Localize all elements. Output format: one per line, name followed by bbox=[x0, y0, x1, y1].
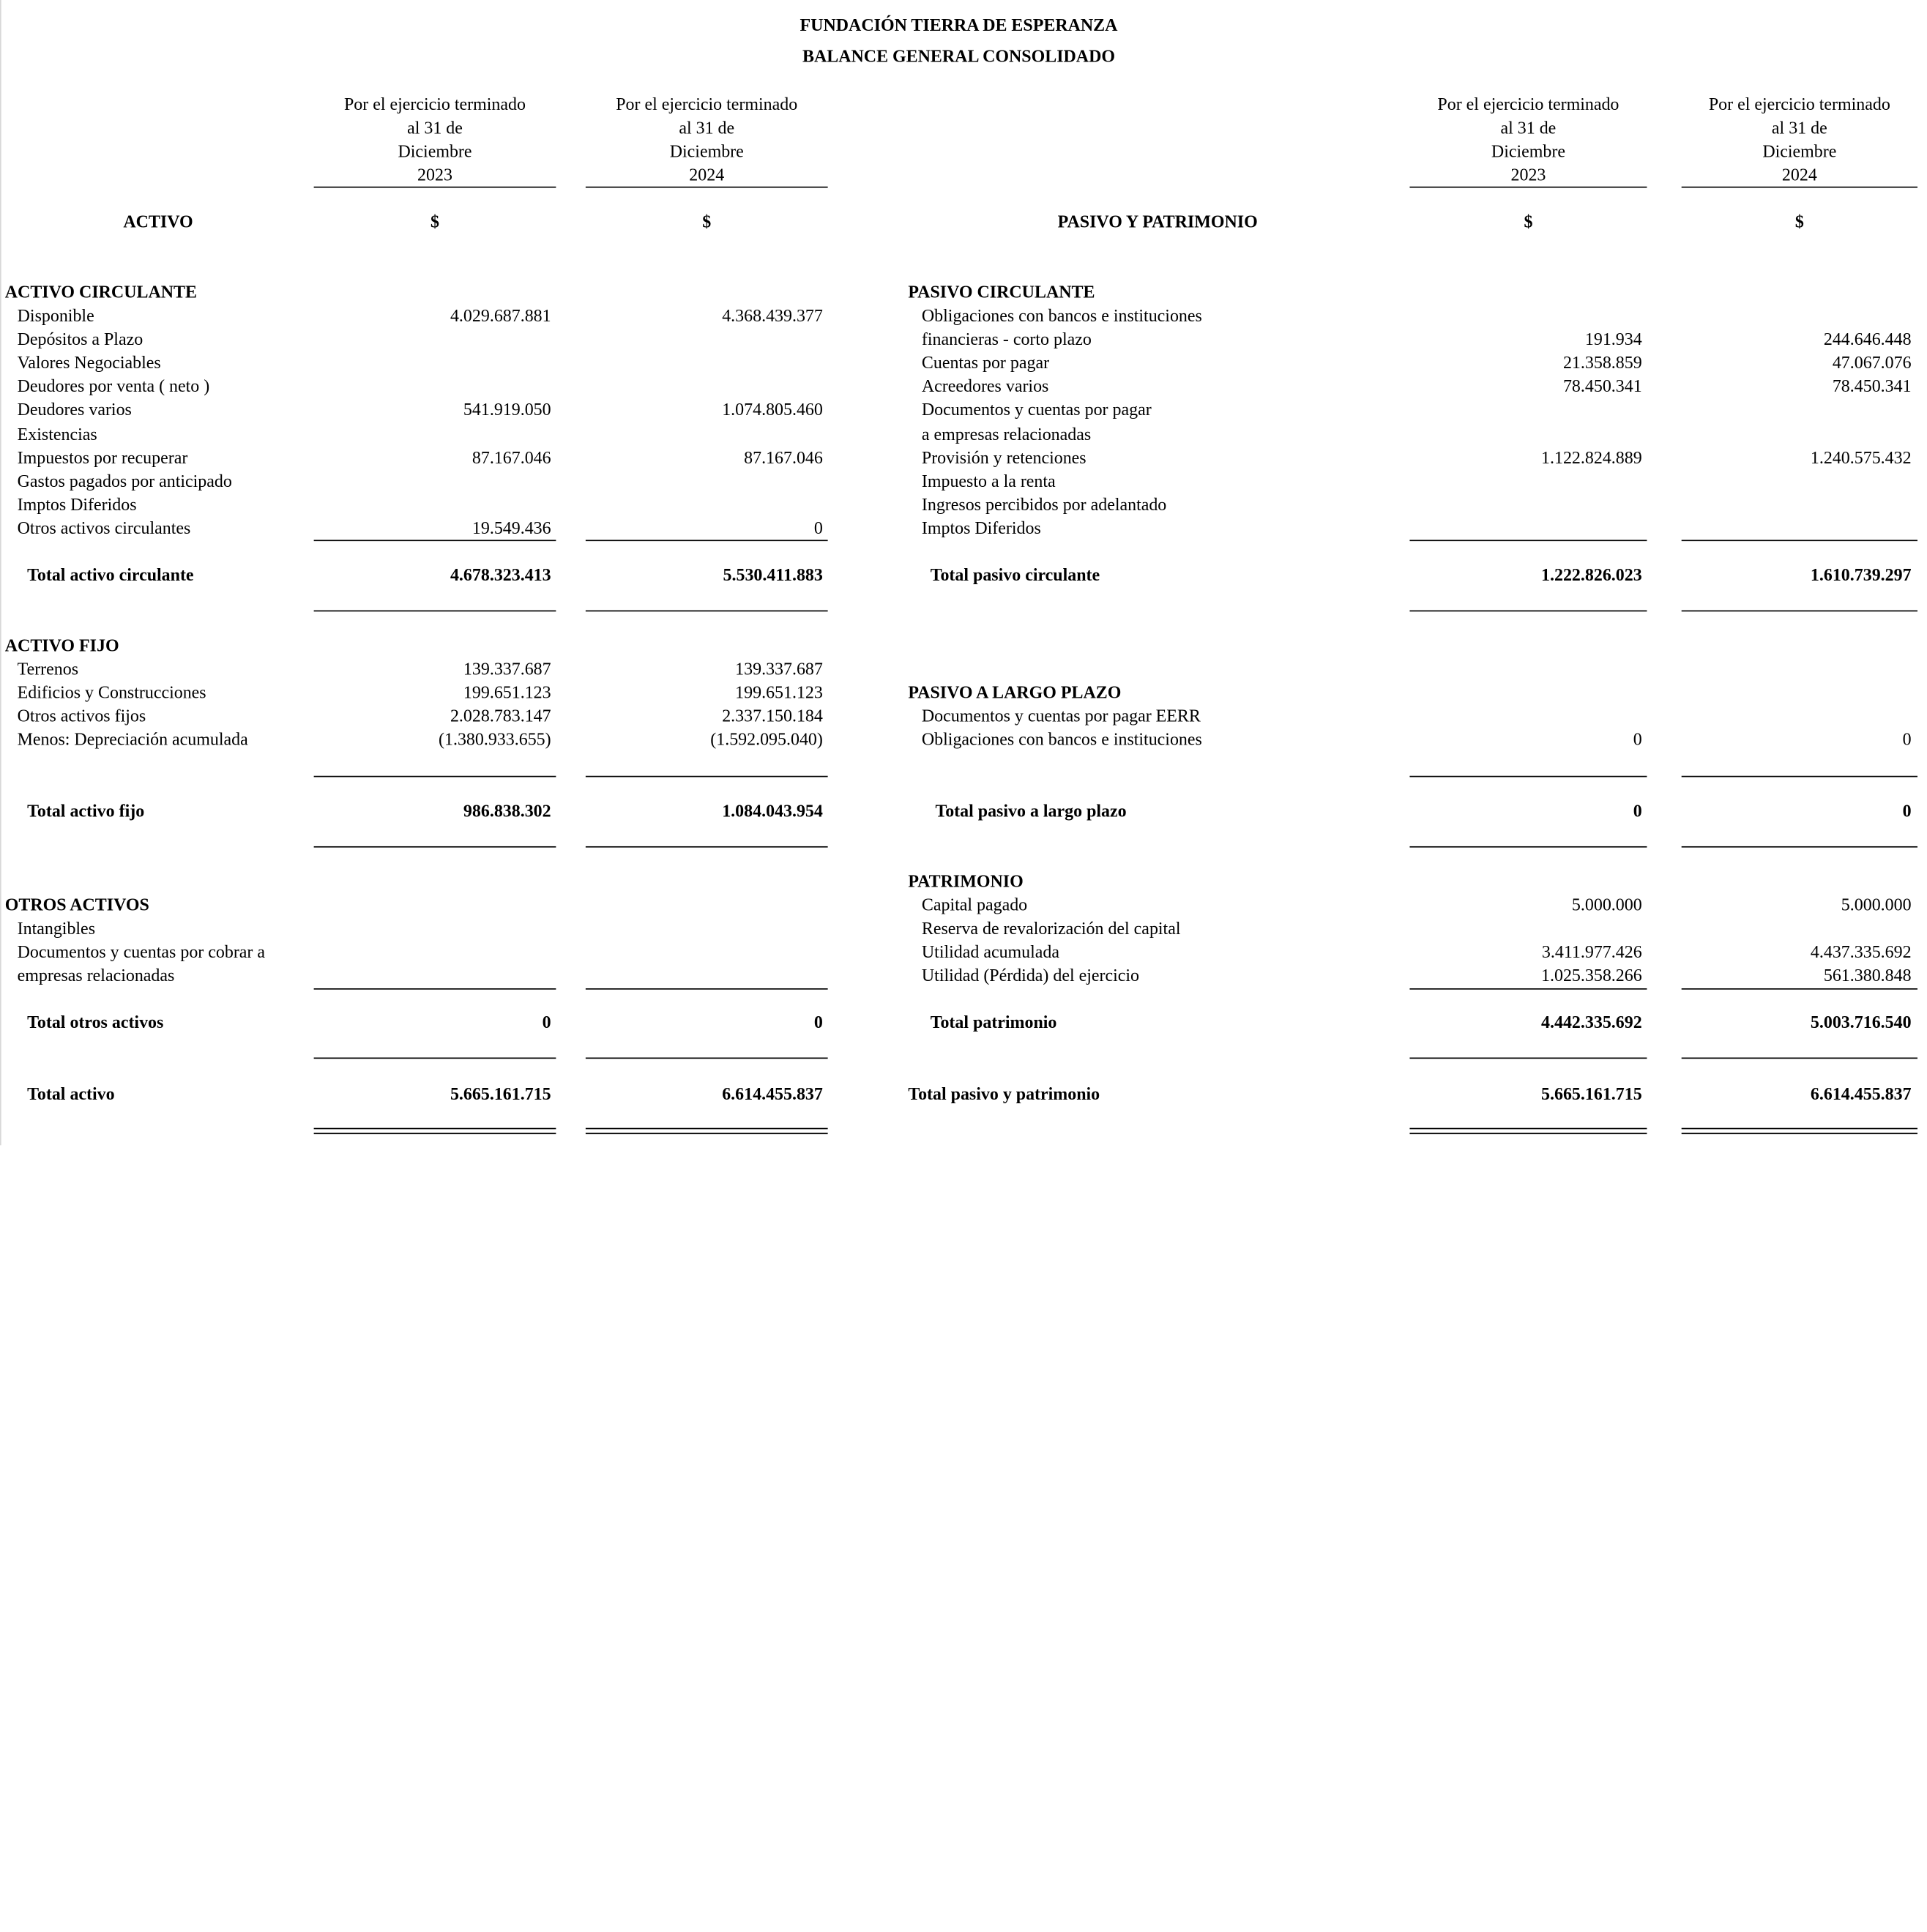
subtotal-line bbox=[586, 988, 828, 990]
line-item-value-2023: 0 bbox=[1633, 730, 1642, 750]
subtotal-line bbox=[314, 776, 556, 777]
total-line bbox=[314, 611, 556, 612]
total-line bbox=[586, 611, 828, 612]
line-item-label: Obligaciones con bancos e instituciones bbox=[921, 730, 1202, 750]
currency-symbol: $ bbox=[430, 212, 439, 233]
line-item-label: Edificios y Construcciones bbox=[17, 683, 206, 704]
total-value-2023: 0 bbox=[542, 1012, 551, 1033]
line-item-label: Imptos Diferidos bbox=[17, 495, 137, 515]
header-underline bbox=[1409, 187, 1647, 188]
line-item-label: a empresas relacionadas bbox=[921, 424, 1092, 444]
line-item-value-2024: 139.337.687 bbox=[735, 660, 823, 680]
header-underline bbox=[586, 187, 828, 188]
currency-symbol: $ bbox=[1524, 212, 1533, 233]
subtotal-line bbox=[1409, 540, 1647, 541]
line-item-label: Impuestos por recuperar bbox=[17, 447, 188, 468]
total-value-2024: 1.084.043.954 bbox=[722, 802, 823, 822]
total-value-2024: 5.530.411.883 bbox=[723, 565, 823, 586]
total-line bbox=[1682, 1058, 1917, 1059]
line-item-value-2023: 541.919.050 bbox=[463, 400, 551, 421]
line-item-value-2023: 3.411.977.426 bbox=[1541, 942, 1642, 963]
total-value-2023: 986.838.302 bbox=[463, 802, 551, 822]
line-item-label: Disponible bbox=[17, 306, 94, 327]
line-item-label: Intangibles bbox=[17, 919, 96, 939]
total-line bbox=[314, 1058, 556, 1059]
line-item-value-2023: 19.549.436 bbox=[471, 518, 551, 539]
subtotal-line bbox=[1682, 988, 1917, 990]
subtotal-line bbox=[1682, 540, 1917, 541]
line-item-value-2024: 87.167.046 bbox=[744, 447, 823, 468]
double-underline bbox=[586, 1128, 828, 1134]
line-item-label: Otros activos fijos bbox=[17, 706, 146, 727]
subtotal-line bbox=[586, 776, 828, 777]
double-underline bbox=[1409, 1128, 1647, 1134]
section-heading-pasivo-largo-plazo: PASIVO A LARGO PLAZO bbox=[908, 683, 1122, 704]
total-line bbox=[586, 846, 828, 848]
total-line bbox=[314, 846, 556, 848]
subtotal-line bbox=[1682, 776, 1917, 777]
total-label: Total activo fijo bbox=[27, 802, 145, 822]
subtotal-line bbox=[586, 540, 828, 541]
line-item-label: Ingresos percibidos por adelantado bbox=[921, 495, 1167, 515]
line-item-value-2023: 78.450.341 bbox=[1562, 377, 1642, 398]
total-value-2023: 0 bbox=[1633, 802, 1642, 822]
section-heading-activo-circulante: ACTIVO CIRCULANTE bbox=[4, 283, 197, 303]
header-underline bbox=[1682, 187, 1917, 188]
total-value-2023: 4.678.323.413 bbox=[450, 565, 551, 586]
line-item-value-2024: 0 bbox=[813, 518, 823, 539]
line-item-value-2023: 1.122.824.889 bbox=[1541, 447, 1642, 468]
header-underline bbox=[314, 187, 556, 188]
line-item-label: Capital pagado bbox=[921, 895, 1028, 916]
report-subtitle: BALANCE GENERAL CONSOLIDADO bbox=[802, 47, 1116, 67]
line-item-label: Acreedores varios bbox=[921, 377, 1049, 398]
total-value-2024: 5.003.716.540 bbox=[1810, 1012, 1912, 1033]
grand-total-value-2023: 5.665.161.715 bbox=[1541, 1084, 1642, 1105]
line-item-label: Existencias bbox=[17, 424, 97, 444]
grand-total-value-2024: 6.614.455.837 bbox=[1810, 1084, 1912, 1105]
line-item-label: Depósitos a Plazo bbox=[17, 329, 144, 350]
line-item-value-2024: 0 bbox=[1902, 730, 1912, 750]
section-heading-pasivo-circulante: PASIVO CIRCULANTE bbox=[908, 283, 1095, 303]
total-line bbox=[586, 1058, 828, 1059]
line-item-label: Valores Negociables bbox=[17, 353, 161, 373]
subtotal-line bbox=[1409, 776, 1647, 777]
line-item-label: Documentos y cuentas por pagar bbox=[921, 400, 1152, 421]
line-item-label: Menos: Depreciación acumulada bbox=[17, 730, 248, 750]
total-label: Total pasivo circulante bbox=[930, 565, 1100, 586]
line-item-label: Utilidad (Pérdida) del ejercicio bbox=[921, 966, 1140, 987]
total-label: Total activo circulante bbox=[27, 565, 194, 586]
subtotal-line bbox=[1409, 988, 1647, 990]
double-underline bbox=[1682, 1128, 1917, 1134]
grand-total-label: Total pasivo y patrimonio bbox=[908, 1084, 1100, 1105]
line-item-label: empresas relacionadas bbox=[17, 966, 175, 986]
line-item-value-2023: 21.358.859 bbox=[1562, 353, 1642, 373]
total-label: Total otros activos bbox=[27, 1012, 164, 1033]
line-item-value-2023: 5.000.000 bbox=[1571, 895, 1642, 916]
subtotal-line bbox=[314, 988, 556, 990]
balance-sheet: FUNDACIÓN TIERRA DE ESPERANZA BALANCE GENERAL CONSOLIDADO Por el ejercicio terminado al 31 de Diciembre 2023 Por el ejercicio terminado al 31 de Diciembre 2024 Por el ejercicio terminado al 31 de Diciembre 2023 Por el ejercicio terminado al 31 de Diciembre 2024 ACTIVO $ $ PASIVO Y PATRIMONIO $ $ ACTIVO CIRCULANTE Disponible 4.029.687.881 4.368.439.377 Depósitos a Plazo Valores Negociables Deudores por venta ( neto ) Deudores varios 541.919.050 1.074.805.460 Existencias Impuestos por recuperar 87.167.046 87.167.046 Gastos pagados por anticipado Imptos Diferidos Otros activos circulantes 19.549.436 0 Total activo circulante 4.678.323.413 5.530.411.883 ACTIVO FIJO Terrenos 139.337.687 139.337.687 Edificios y Construcciones 199.651.123 199.651.123 Otros activos fijos 2.028.783.147 2.337.150.184 Menos: Depreciación acumulada (1.380.933.655) (1.592.095.040) Total activo fijo 986.838.302 1.084.043.954 OTROS ACTIVOS Intangibles Documentos y cuentas por cobrar a empresas relacionadas Total otros activos 0 0 Total activo 5.665.161.715 6.614.455.837 PASIVO CIRCULANTE Obligaciones con bancos e instituciones financieras - corto plazo 191.934 244.646.448 Cuentas por pagar 21.358.859 47.067.076 Acreedores varios 78.450.341 78.450.341 Documentos y cuentas por pagar a empresas relacionadas Provisión y retenciones 1.122.824.889 1.240.575.432 Impuesto a la renta Ingresos percibidos por adelantado Imptos Diferidos Total pasivo circulante 1.222.826.023 1.610.739.297 PASIVO A LARGO PLAZO Documentos y cuentas por pagar EERR Obligaciones con bancos e instituciones 0 0 Total pasivo a largo plazo 0 0 PATRIMONIO Capital pagado 5.000.000 5.000.000 Reserva de revalorización del capital Utilidad acumulada 3.411.977.426 4.437.335.692 Utilidad (Pérdida) del ejercicio 1.025.358.266 561.380.848 Total patrimonio 4.442.335.692 5.003.716.540 Total pasivo y patrimonio 5.665.161.715 6.614.455.837 bbox=[0, 0, 1927, 1145]
line-item-value-2024: 78.450.341 bbox=[1832, 377, 1912, 398]
total-label: Total patrimonio bbox=[930, 1012, 1057, 1033]
line-item-value-2023: 87.167.046 bbox=[471, 447, 551, 468]
total-value-2024: 1.610.739.297 bbox=[1810, 565, 1912, 586]
currency-symbol: $ bbox=[1794, 212, 1804, 233]
total-label: Total pasivo a largo plazo bbox=[935, 802, 1127, 822]
total-line bbox=[1409, 1058, 1647, 1059]
line-item-value-2024: 5.000.000 bbox=[1841, 895, 1912, 916]
line-item-value-2024: 244.646.448 bbox=[1823, 329, 1912, 350]
sheet-left-edge bbox=[0, 0, 1, 1145]
line-item-value-2023: 199.651.123 bbox=[463, 683, 551, 704]
line-item-value-2024: 47.067.076 bbox=[1832, 353, 1912, 373]
section-heading-otros-activos: OTROS ACTIVOS bbox=[4, 895, 149, 916]
line-item-label: Terrenos bbox=[17, 660, 79, 680]
grand-total-value-2024: 6.614.455.837 bbox=[722, 1084, 823, 1105]
line-item-value-2023: 2.028.783.147 bbox=[450, 706, 551, 727]
grand-total-value-2023: 5.665.161.715 bbox=[450, 1084, 551, 1105]
currency-symbol: $ bbox=[702, 212, 712, 233]
line-item-label: Provisión y retenciones bbox=[921, 447, 1086, 468]
double-underline bbox=[314, 1128, 556, 1134]
line-item-label: Otros activos circulantes bbox=[17, 518, 191, 539]
line-item-value-2024: 4.368.439.377 bbox=[722, 306, 823, 327]
line-item-value-2024: 561.380.848 bbox=[1823, 966, 1912, 987]
section-heading-patrimonio: PATRIMONIO bbox=[908, 872, 1024, 892]
line-item-label: Deudores por venta ( neto ) bbox=[17, 377, 210, 398]
line-item-value-2024: 1.074.805.460 bbox=[722, 400, 823, 421]
line-item-value-2024: 4.437.335.692 bbox=[1810, 942, 1912, 963]
line-item-value-2023: 4.029.687.881 bbox=[450, 306, 551, 327]
subtotal-line bbox=[314, 540, 556, 541]
total-line bbox=[1682, 846, 1917, 848]
report-title: FUNDACIÓN TIERRA DE ESPERANZA bbox=[800, 15, 1118, 36]
section-heading-activo-fijo: ACTIVO FIJO bbox=[4, 636, 119, 657]
line-item-label: Cuentas por pagar bbox=[921, 353, 1050, 373]
total-line bbox=[1409, 846, 1647, 848]
line-item-value-2023: (1.380.933.655) bbox=[439, 730, 551, 750]
grand-total-label: Total activo bbox=[27, 1084, 115, 1105]
assets-heading: ACTIVO bbox=[123, 212, 193, 233]
line-item-value-2023: 191.934 bbox=[1584, 329, 1642, 350]
line-item-label: Gastos pagados por anticipado bbox=[17, 471, 232, 492]
line-item-value-2023: 1.025.358.266 bbox=[1541, 966, 1642, 987]
line-item-value-2024: (1.592.095.040) bbox=[710, 730, 823, 750]
total-line bbox=[1409, 611, 1647, 612]
total-value-2023: 1.222.826.023 bbox=[1541, 565, 1642, 586]
line-item-value-2024: 1.240.575.432 bbox=[1810, 447, 1912, 468]
liabilities-heading: PASIVO Y PATRIMONIO bbox=[1057, 212, 1258, 233]
line-item-label: Obligaciones con bancos e instituciones bbox=[921, 306, 1202, 327]
total-value-2023: 4.442.335.692 bbox=[1541, 1012, 1642, 1033]
line-item-label: Imptos Diferidos bbox=[921, 518, 1041, 539]
total-line bbox=[1682, 611, 1917, 612]
line-item-label: Reserva de revalorización del capital bbox=[921, 919, 1181, 939]
line-item-label: Documentos y cuentas por cobrar a bbox=[17, 942, 266, 963]
line-item-label: financieras - corto plazo bbox=[921, 329, 1092, 350]
line-item-value-2024: 199.651.123 bbox=[735, 683, 823, 704]
line-item-label: Deudores varios bbox=[17, 400, 132, 421]
line-item-label: Utilidad acumulada bbox=[921, 942, 1060, 963]
line-item-label: Documentos y cuentas por pagar EERR bbox=[921, 706, 1201, 727]
line-item-value-2023: 139.337.687 bbox=[463, 660, 551, 680]
total-value-2024: 0 bbox=[813, 1012, 823, 1033]
total-value-2024: 0 bbox=[1902, 802, 1912, 822]
line-item-value-2024: 2.337.150.184 bbox=[722, 706, 823, 727]
line-item-label: Impuesto a la renta bbox=[921, 471, 1056, 492]
